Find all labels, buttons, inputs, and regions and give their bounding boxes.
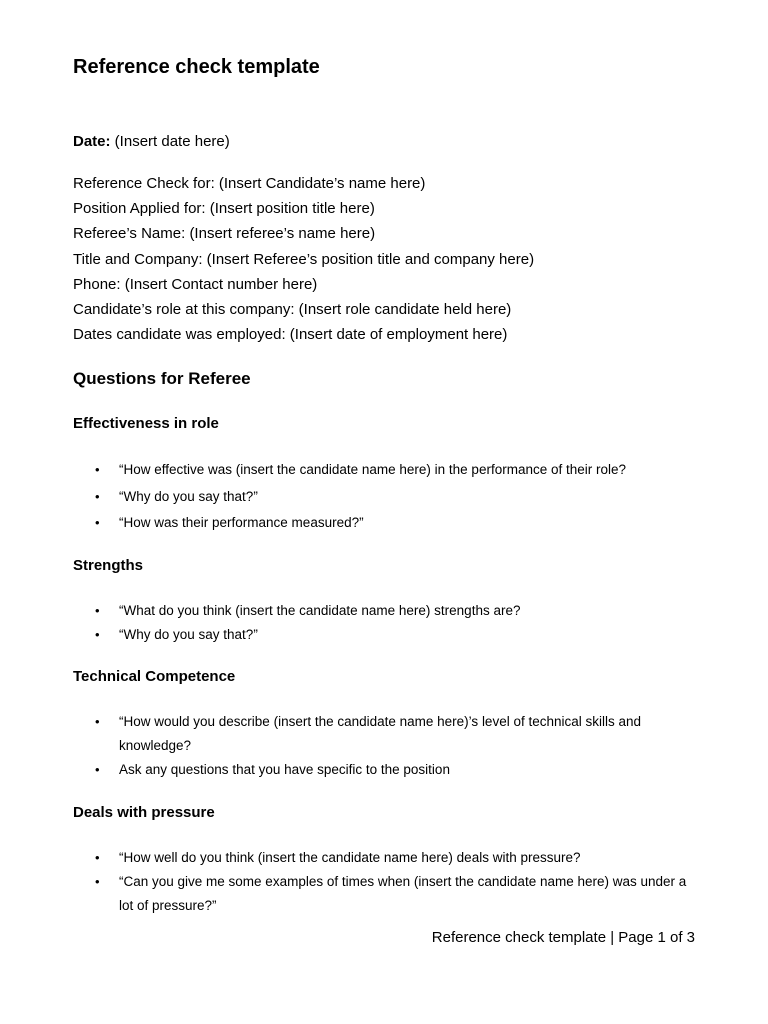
- list-item: • “Can you give me some examples of times when (insert the candidate name here) was under a lot of pressure?”: [73, 870, 693, 918]
- list-item: • “How was their performance measured?”: [73, 511, 693, 535]
- list-item: • “How effective was (insert the candidate name here) in the performance of their role?: [73, 458, 693, 482]
- date-label: Date:: [73, 133, 111, 150]
- questions-heading: Questions for Referee: [73, 369, 251, 388]
- detail-referee-name: Referee’s Name: (Insert referee’s name here): [73, 225, 376, 242]
- detail-title-and-company: Title and Company: (Insert Referee’s position title and company here): [73, 251, 535, 268]
- section-heading-technical-competence: Technical Competence: [73, 668, 236, 685]
- document-title: Reference check template: [73, 56, 320, 78]
- detail-phone: Phone: (Insert Contact number here): [73, 276, 318, 293]
- detail-candidate-role: Candidate’s role at this company: (Insert role candidate held here): [73, 301, 512, 318]
- list-item: • “Why do you say that?”: [73, 485, 693, 509]
- technical-list: [73, 710, 693, 782]
- list-item: • Ask any questions that you have specific to the position: [73, 758, 693, 782]
- date-line: [73, 133, 230, 150]
- date-value: (Insert date here): [110, 133, 230, 150]
- strengths-list: [73, 599, 693, 647]
- section-heading-effectiveness: Effectiveness in role: [73, 415, 219, 432]
- list-item: • “How would you describe (insert the candidate name here)’s level of technical skills and knowledge?: [73, 710, 693, 758]
- detail-dates-employed: Dates candidate was employed: (Insert date of employment here): [73, 326, 508, 343]
- page-footer: Reference check template | Page 1 of 3: [431, 929, 695, 946]
- list-item: • “Why do you say that?”: [73, 623, 693, 647]
- effectiveness-list: [73, 458, 693, 535]
- detail-reference-check-for: Reference Check for: (Insert Candidate’s name here): [73, 175, 426, 192]
- pressure-list: [73, 846, 693, 918]
- list-item: • “What do you think (insert the candidate name here) strengths are?: [73, 599, 693, 623]
- list-item: • “How well do you think (insert the candidate name here) deals with pressure?: [73, 846, 693, 870]
- section-heading-deals-with-pressure: Deals with pressure: [73, 804, 215, 821]
- detail-position-applied-for: Position Applied for: (Insert position title here): [73, 200, 375, 217]
- section-heading-strengths: Strengths: [73, 557, 144, 574]
